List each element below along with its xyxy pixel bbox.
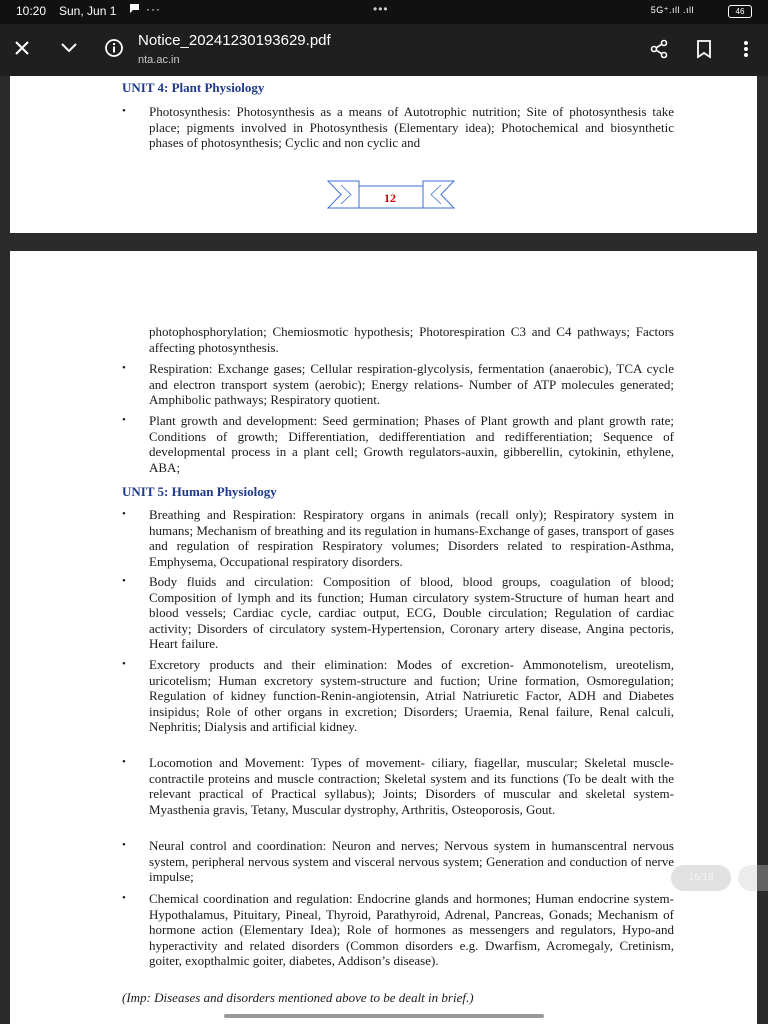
bullet-text: Breathing and Respiration: Respiratory organs in animals (recall only); Respiratory system in humans; Mechanism of breathing and its regulation in humans-Exchange of gases, transport of gases and regulation of respiration Respiratory volumes; Disorders related to respiration-Asthma, Emphysema, Occupational respiratory disorders.: [149, 507, 674, 569]
bullet-glyph: •: [122, 575, 126, 587]
bullet-glyph: •: [122, 414, 126, 426]
list-item: [122, 838, 674, 885]
more-options-button[interactable]: [732, 35, 760, 63]
unit4-heading: UNIT 4: Plant Physiology: [122, 80, 265, 95]
status-bar: [0, 0, 768, 24]
bullet-glyph: •: [122, 508, 126, 520]
continuation-text: photophosphorylation; Chemiosmotic hypothesis; Photorespiration C3 and C4 pathways; Factors affecting photosynthesis.: [149, 324, 674, 355]
bullet-glyph: •: [122, 839, 126, 851]
bullet-glyph: •: [122, 756, 126, 768]
chat-notification-icon: [129, 3, 140, 17]
share-icon: [649, 39, 669, 59]
status-date: Sun, Jun 1: [59, 4, 117, 18]
bullet-text: Photosynthesis: Photosynthesis as a means of Autotrophic nutrition; Site of photosynthesis take place; pigments involved in Photosynthesis (Elementary idea); Photochemical and biosynthetic phases of photosynthesis; Cyclic and non cyclic and: [149, 104, 674, 151]
bookmark-button[interactable]: [690, 35, 718, 63]
page-indicator-shadow: [738, 865, 768, 891]
bullet-text: Plant growth and development: Seed germination; Phases of Plant growth and plant growth rate; Conditions of growth; Differentiation, dedifferentiation and redifferentiation; Sequence of developmental process in a plant cell; Growth regulators-auxin, gibberellin, cytokinin, ethylene, ABA;: [149, 413, 674, 475]
pdf-page-13: [10, 251, 757, 1024]
bullet-glyph: •: [122, 892, 126, 904]
unit5-heading: UNIT 5: Human Physiology: [122, 484, 277, 499]
list-item: [122, 755, 674, 817]
battery-icon: 46: [728, 5, 752, 18]
page-number: 12: [384, 191, 396, 205]
list-item: [122, 891, 674, 969]
bullet-text: Body fluids and circulation: Composition of blood, blood groups, coagulation of blood; Composition of lymph and its function; Human circulatory system-Structure of human heart and blood vessels; Cardiac cycle, cardiac output, ECG, Double circulation; Regulation of cardiac activity; Disorders of circulatory system-Hypertension, Coronary artery disease, Angina pectoris, Heart failure.: [149, 574, 674, 652]
bullet-glyph: •: [122, 362, 126, 374]
bullet-text: Neural control and coordination: Neuron and nerves; Nervous system in humanscentral nervous system, peripheral nervous system and visceral nervous system; Generation and conduction of nerve impulse;: [149, 838, 674, 885]
list-item: [122, 507, 674, 569]
pdf-page-12: [10, 76, 757, 233]
list-item: [122, 361, 674, 408]
app-bar: [0, 24, 768, 76]
bullet-text: Respiration: Exchange gases; Cellular respiration-glycolysis, fermentation (anaerobic), TCA cycle and electron transport system (aerobic); Energy relations- Number of ATP molecules generated; Amphibolic pathways; Respiratory quotient.: [149, 361, 674, 408]
bullet-text: Excretory products and their elimination: Modes of excretion- Ammonotelism, ureotelism, uricotelism; Human excretory system-structure and fuction; Urine formation, Osmoregulation; Regulation of kidney function-Renin-angiotensin, Atrial Natriuretic Factor, ADH and Diabetes insipidus; Role of other organs in excretion; Disorders; Uraemia, Renal failure, Renal calculi, Nephritis; Dialysis and artificial kidney.: [149, 657, 674, 735]
bullet-text: Locomotion and Movement: Types of movement- ciliary, fiagellar, muscular; Skeletal muscle- contractile proteins and muscle contraction; Skeletal system and its functions (To be dealt with the relevant practical of Practical syllabus); Joints; Disorders of muscular and skeletal system-Myasthenia gravis, Tetany, Muscular dystrophy, Arthritis, Osteoporosis, Gout.: [149, 755, 674, 817]
status-time: 10:20: [16, 4, 47, 18]
network-signal: 5G⁺.ıll .ıll: [650, 5, 694, 15]
document-title: Notice_20241230193629.pdf: [138, 32, 331, 49]
note-text: (Imp: Diseases and disorders mentioned above to be dealt in brief.): [122, 990, 474, 1005]
list-item: [122, 574, 674, 652]
bookmark-icon: [696, 39, 712, 59]
list-item: [122, 104, 674, 151]
more-vert-icon: [743, 40, 749, 58]
status-center-dots: •••: [373, 2, 389, 16]
bullet-glyph: •: [122, 658, 126, 670]
collapse-button[interactable]: [55, 34, 83, 62]
status-more: ···: [146, 2, 161, 16]
document-source: nta.ac.in: [138, 54, 180, 66]
list-item: [122, 657, 674, 735]
bullet-glyph: •: [122, 105, 126, 117]
list-item: [122, 413, 674, 475]
share-button[interactable]: [645, 35, 673, 63]
close-icon: [14, 40, 30, 56]
bullet-text: Chemical coordination and regulation: Endocrine glands and hormones; Human endocrine system-Hypothalamus, Pituitary, Pineal, Thyroid, Parathyroid, Adrenal, Pancreas, Gonads; Mechanism of hormone action (Elementary Idea); Role of hormones as messengers and regulators, Hypo-and hyperactivity and related disorders (Common disorders e.g. Dwarfism, Acromegaly, Cretinism, goiter, exopthalmic goiter, diabetes, Addison’s disease).: [149, 891, 674, 969]
gesture-nav-handle[interactable]: [224, 1014, 544, 1018]
chevron-down-icon: [60, 42, 78, 54]
info-icon: [104, 38, 124, 58]
site-info-button[interactable]: [102, 36, 126, 60]
page-indicator: 16/18: [671, 865, 731, 891]
close-button[interactable]: [8, 34, 36, 62]
